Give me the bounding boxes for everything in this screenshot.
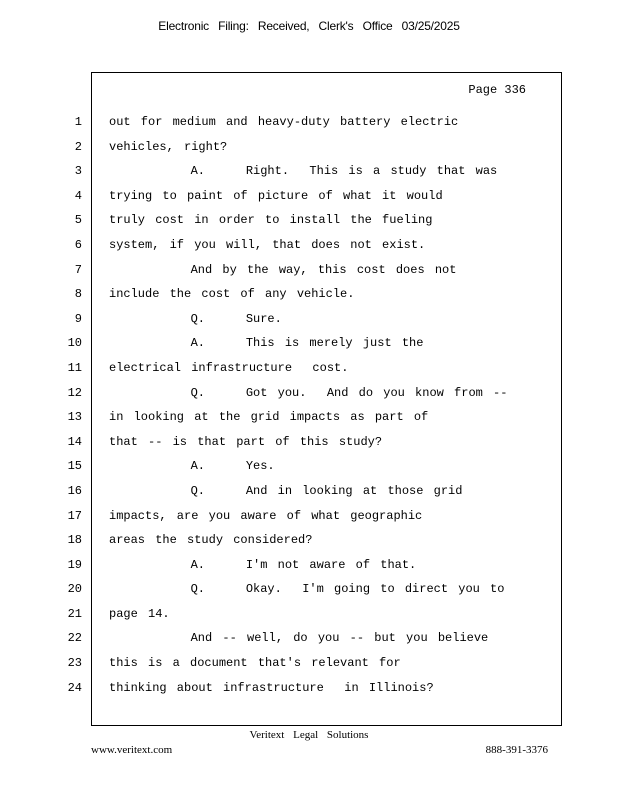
transcript-line: Q. Sure. xyxy=(109,311,282,326)
transcript-line: Q. And in looking at those grid xyxy=(109,483,463,498)
transcript-line: A. This is merely just the xyxy=(109,336,424,351)
line-number: 4 xyxy=(74,188,82,203)
transcript-line: electrical infrastructure cost. xyxy=(109,360,349,375)
line-number: 23 xyxy=(67,656,82,671)
line-number: 11 xyxy=(67,360,82,375)
transcript-line: that -- is that part of this study? xyxy=(109,434,383,449)
line-number: 9 xyxy=(74,311,82,326)
line-number: 1 xyxy=(74,115,82,129)
line-number: 19 xyxy=(67,557,82,572)
transcript-line: A. Yes. xyxy=(109,459,275,474)
transcript-line: vehicles, right? xyxy=(109,139,228,154)
transcript-line: Q. Got you. And do you know from -- xyxy=(109,385,508,400)
line-number: 18 xyxy=(67,533,82,548)
transcript-line: thinking about infrastructure in Illinois? xyxy=(109,680,434,695)
line-number: 24 xyxy=(67,680,82,695)
line-number: 16 xyxy=(67,483,82,498)
transcript-line: truly cost in order to install the fueling xyxy=(109,213,433,228)
transcript-line: Q. Okay. I'm going to direct you to xyxy=(109,582,505,597)
transcript-line: trying to paint of picture of what it would xyxy=(109,188,443,203)
line-number: 15 xyxy=(67,459,82,474)
transcript-text xyxy=(109,113,549,703)
transcript-line: areas the study considered? xyxy=(109,533,313,548)
transcript-line: out for medium and heavy-duty battery electric xyxy=(109,115,459,129)
line-number-column xyxy=(56,113,82,703)
transcript-line: include the cost of any vehicle. xyxy=(109,287,355,302)
line-number: 14 xyxy=(67,434,82,449)
footer-phone: 888-391-3376 xyxy=(485,744,548,756)
transcript-line: And -- well, do you -- but you believe xyxy=(109,631,489,646)
line-number: 2 xyxy=(74,139,82,154)
footer-company: Veritext Legal Solutions xyxy=(249,729,369,741)
line-number: 17 xyxy=(67,508,82,523)
transcript-line: A. Right. This is a study that was xyxy=(109,164,498,179)
line-number: 6 xyxy=(74,237,82,252)
line-number: 21 xyxy=(67,606,82,621)
page-number: Page 336 xyxy=(468,83,526,97)
line-number: 5 xyxy=(74,213,82,228)
line-number: 22 xyxy=(67,631,82,646)
transcript-line: page 14. xyxy=(109,606,170,621)
filing-stamp: Electronic Filing: Received, Clerk's Office 03/25/2025 xyxy=(158,19,460,33)
line-number: 10 xyxy=(67,336,82,351)
transcript-line: system, if you will, that does not exist. xyxy=(109,237,426,252)
transcript-line: impacts, are you aware of what geographic xyxy=(109,508,423,523)
transcript-line: A. I'm not aware of that. xyxy=(109,557,417,572)
line-number: 13 xyxy=(67,410,82,425)
transcript-line: And by the way, this cost does not xyxy=(109,262,457,277)
line-number: 8 xyxy=(74,287,82,302)
transcript-line: in looking at the grid impacts as part of xyxy=(109,410,429,425)
line-number: 3 xyxy=(74,164,82,179)
transcript-line: this is a document that's relevant for xyxy=(109,656,401,671)
footer-website: www.veritext.com xyxy=(91,744,173,756)
line-number: 12 xyxy=(67,385,82,400)
line-number: 20 xyxy=(67,582,82,597)
line-number: 7 xyxy=(74,262,82,277)
